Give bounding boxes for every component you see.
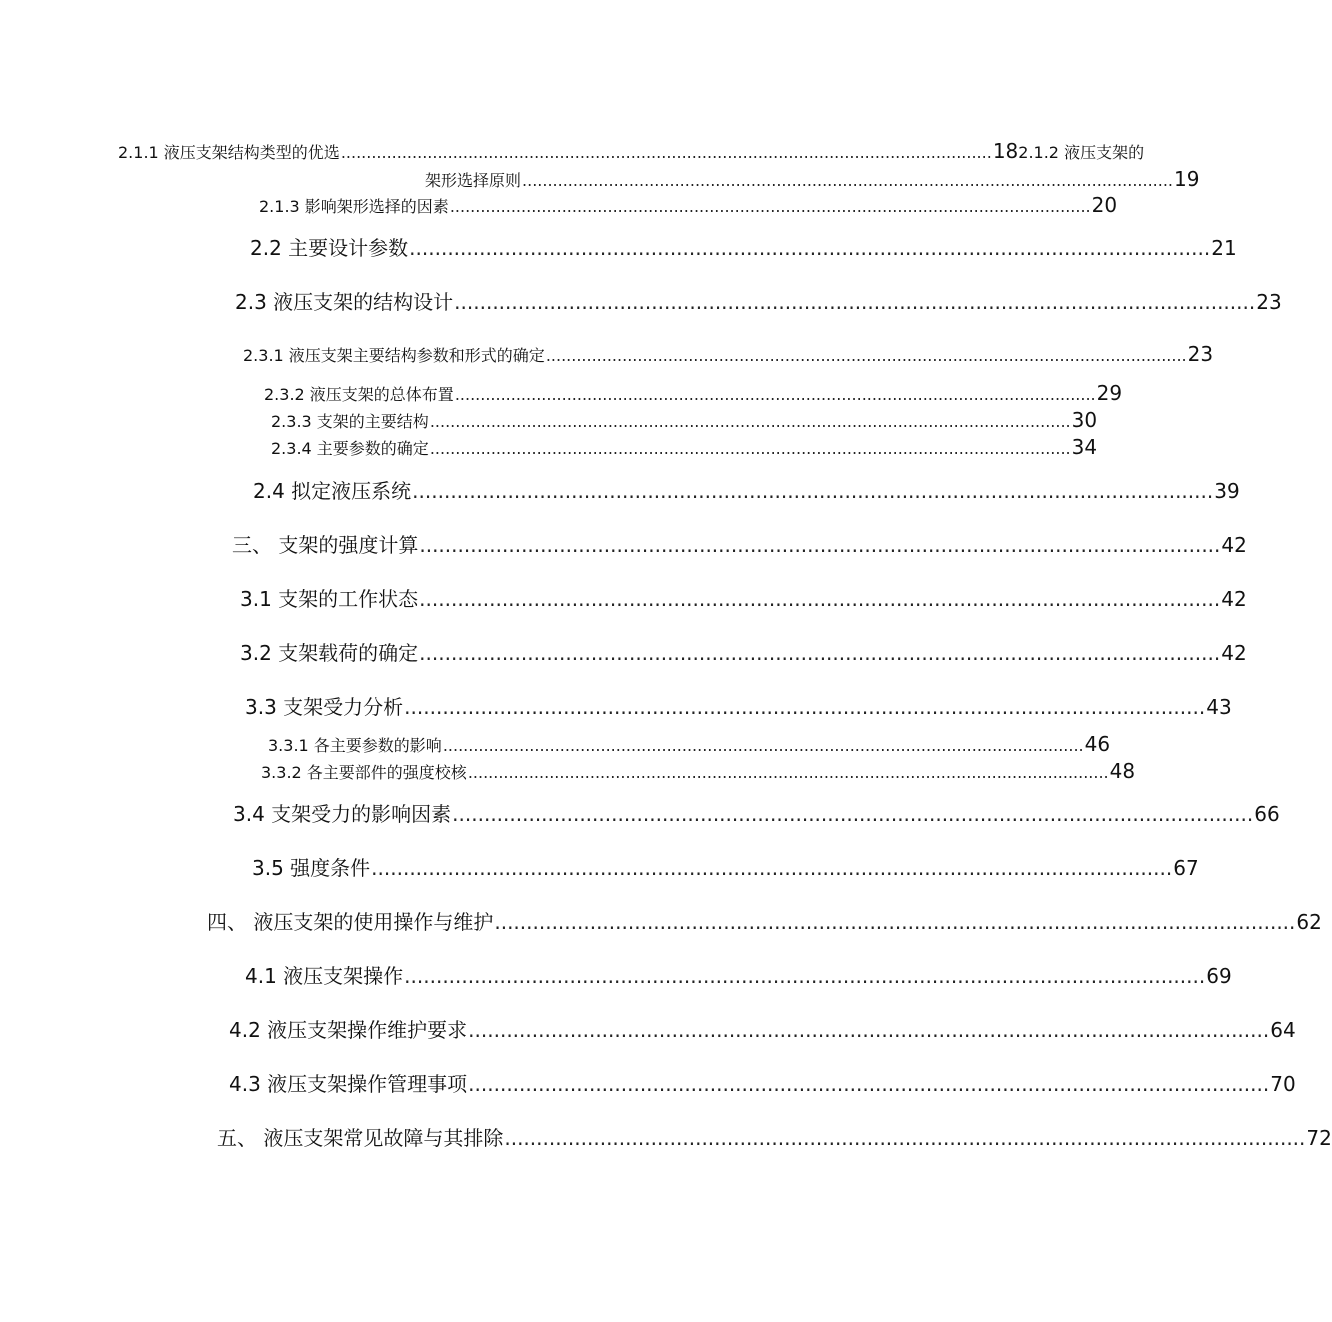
toc-entry[interactable]	[245, 960, 1232, 989]
toc-page-number: 70	[1270, 1072, 1296, 1096]
toc-page-number: 18	[992, 139, 1019, 163]
toc-entry[interactable]	[245, 691, 1232, 720]
toc-title: 2.3.2 液压支架的总体布置	[264, 385, 454, 404]
toc-entry[interactable]	[271, 408, 1098, 432]
toc-leader-dots: ..............................................................................................................................	[429, 439, 1071, 458]
toc-page-number: 19	[1174, 167, 1200, 191]
toc-leader-dots: ..............................................................................................................................	[468, 1018, 1270, 1042]
toc-page-number: 42	[1221, 533, 1247, 557]
toc-title: 2.3 液压支架的结构设计	[235, 290, 454, 314]
toc-title: 2.3.4 主要参数的确定	[271, 439, 429, 458]
toc-title: 架形选择原则	[425, 171, 522, 190]
toc-title: 3.5 强度条件	[252, 856, 371, 880]
toc-leader-dots: ..............................................................................................................................	[419, 587, 1221, 611]
toc-page-number: 39	[1214, 479, 1240, 503]
toc-leader-dots: ................................................................................................................................	[340, 143, 992, 162]
toc-leader-dots: ..............................................................................................................................	[449, 197, 1091, 216]
toc-leader-dots: ..............................................................................................................................	[454, 385, 1096, 404]
toc-title: 3.2 支架载荷的确定	[240, 641, 419, 665]
toc-leader-dots: ..............................................................................................................................	[545, 346, 1187, 365]
toc-page-number: 48	[1109, 759, 1136, 783]
toc-entry[interactable]	[207, 906, 1322, 935]
toc-entry[interactable]	[243, 342, 1214, 366]
toc-leader-dots: ..............................................................................................................................	[404, 964, 1206, 988]
toc-leader-dots: ..............................................................................................................................	[454, 290, 1256, 314]
toc-title: 2.2 主要设计参数	[250, 236, 409, 260]
toc-title: 2.3.3 支架的主要结构	[271, 412, 429, 431]
toc-leader-dots: ..............................................................................................................................	[468, 1072, 1270, 1096]
toc-title: 3.1 支架的工作状态	[240, 587, 419, 611]
toc-title: 3.3.2 各主要部件的强度校核	[261, 763, 467, 782]
toc-entry[interactable]	[235, 286, 1282, 315]
toc-title: 4.2 液压支架操作维护要求	[229, 1018, 468, 1042]
toc-leader-dots: ..............................................................................................................................	[429, 412, 1071, 431]
toc-page-number: 72	[1306, 1126, 1332, 1150]
toc-leader-dots: ..............................................................................................................................	[419, 533, 1221, 557]
toc-entry[interactable]	[271, 435, 1098, 459]
toc-entry[interactable]	[250, 232, 1237, 261]
toc-leader-dots: ..............................................................................................................................	[467, 763, 1109, 782]
toc-page-number: 67	[1173, 856, 1199, 880]
toc-page-number: 43	[1206, 695, 1232, 719]
toc-title: 3.3 支架受力分析	[245, 695, 404, 719]
toc-leader-dots: ..............................................................................................................................	[412, 479, 1214, 503]
toc-page-number: 34	[1071, 435, 1098, 459]
toc-title: 2.3.1 液压支架主要结构参数和形式的确定	[243, 346, 545, 365]
toc-leader-dots: ..............................................................................................................................	[494, 910, 1296, 934]
toc-page-number: 21	[1211, 236, 1237, 260]
toc-entry[interactable]	[240, 583, 1247, 612]
toc-entry[interactable]	[217, 1122, 1332, 1151]
toc-page-number: 23	[1256, 290, 1282, 314]
toc-title: 2.4 拟定液压系统	[253, 479, 412, 503]
toc-entry[interactable]	[253, 475, 1240, 504]
toc-leader-dots: ..............................................................................................................................	[504, 1126, 1306, 1150]
toc-entry[interactable]	[229, 1014, 1296, 1043]
toc-page-number: 64	[1270, 1018, 1296, 1042]
toc-title: 五、 液压支架常见故障与其排除	[217, 1126, 504, 1150]
toc-entry[interactable]	[259, 193, 1118, 217]
toc-page-number: 20	[1091, 193, 1118, 217]
toc-entry[interactable]	[252, 852, 1199, 881]
toc-page-number: 46	[1084, 732, 1111, 756]
toc-title: 3.3.1 各主要参数的影响	[268, 736, 442, 755]
toc-title: 2.1.3 影响架形选择的因素	[259, 197, 449, 216]
toc-entry-2-1-2[interactable]	[425, 166, 1200, 194]
toc-entry[interactable]	[261, 759, 1136, 783]
toc-entry[interactable]	[229, 1068, 1296, 1097]
toc-leader-dots: ..............................................................................................................................	[409, 236, 1211, 260]
toc-entry[interactable]	[268, 732, 1111, 756]
toc-leader-dots: ..............................................................................................................................	[442, 736, 1084, 755]
toc-page-number: 42	[1221, 587, 1247, 611]
toc-entry-2-1-1[interactable]	[118, 138, 1145, 166]
toc-leader-dots: ..............................................................................................................................	[452, 802, 1254, 826]
toc-entry[interactable]	[233, 798, 1280, 827]
toc-title: 三、 支架的强度计算	[232, 533, 419, 557]
toc-page-number: 66	[1254, 802, 1280, 826]
toc-entry[interactable]	[240, 637, 1247, 666]
toc-page-number: 69	[1206, 964, 1232, 988]
toc-leader-dots: ..............................................................................................................................	[404, 695, 1206, 719]
toc-title: 4.1 液压支架操作	[245, 964, 404, 988]
toc-page-number: 42	[1221, 641, 1247, 665]
toc-title: 3.4 支架受力的影响因素	[233, 802, 452, 826]
toc-wrapped-block	[118, 138, 1200, 194]
toc-leader-dots: ..............................................................................................................................	[419, 641, 1221, 665]
toc-title: 四、 液压支架的使用操作与维护	[207, 910, 494, 934]
toc-page-number: 62	[1296, 910, 1322, 934]
toc-leader-dots: ................................................................................................................................	[522, 171, 1174, 190]
toc-title: 4.3 液压支架操作管理事项	[229, 1072, 468, 1096]
toc-entry[interactable]	[264, 381, 1123, 405]
toc-leader-dots: ..............................................................................................................................	[371, 856, 1173, 880]
toc-page-number: 29	[1096, 381, 1123, 405]
toc-title: 2.1.1 液压支架结构类型的优选	[118, 143, 340, 162]
toc-page-number: 23	[1187, 342, 1214, 366]
toc-title: 2.1.2 液压支架的	[1018, 143, 1145, 162]
toc-page-number: 30	[1071, 408, 1098, 432]
toc-entry[interactable]	[232, 529, 1247, 558]
